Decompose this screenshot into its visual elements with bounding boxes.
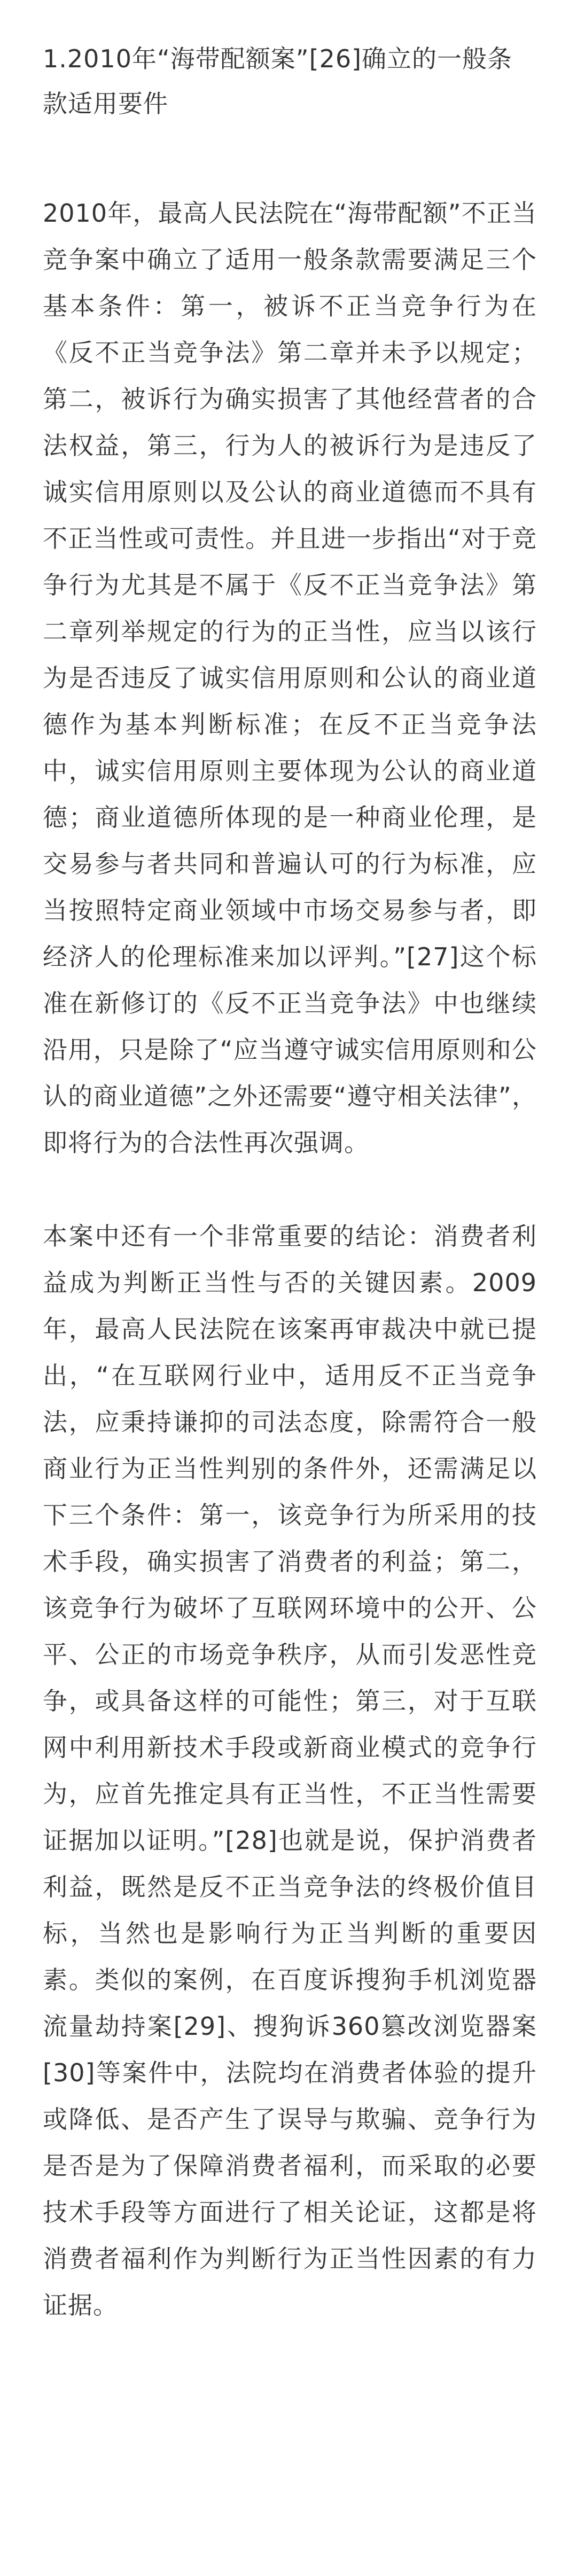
section-heading: 1.2010年“海带配额案”[26]确立的一般条款适用要件 [43, 44, 513, 118]
paragraph-consumer-interest: 本案中还有一个非常重要的结论：消费者利益成为判断正当性与否的关键因素。2009年，最高人民法院在该案再审裁决中就已提出，“在互联网行业中，适用反不正当竞争法，应秉持谦抑的司法态度，除需符合一般商业行为正当性判别的条件外，还需满足以下三个条件：第一，该竞争行为所采用的技术手段，确实损害了消费者的利益；第二，该竞争行为破坏了互联网环境中的公开、公平、公正的市场竞争秩序，从而引发恶性竞争，或具备这样的可能性；第三，对于互联网中利用新技术手段或新商业模式的竞争行为，应首先推定具有正当性，不正当性需要证据加以证明。”[28]也就是说，保护消费者利益，既然是反不正当竞争法的终极价值目标，当然也是影响行为正当判断的重要因素。类似的案例，在百度诉搜狗手机浏览器流量劫持案[29]、搜狗诉360篡改浏览器案[30]等案件中，法院均在消费者体验的提升或降低、是否产生了误导与欺骗、竞争行为是否是为了保障消费者福利，而采取的必要技术手段等方面进行了相关论证，这都是将消费者福利作为判断行为正当性因素的有力证据。 [43, 1222, 537, 2320]
paragraph-seaweed-quota-standard: 2010年，最高人民法院在“海带配额”不正当竞争案中确立了适用一般条款需要满足三个基本条件：第一，被诉不正当竞争行为在《反不正当竞争法》第二章并未予以规定；第二，被诉行为确实损害了其他经营者的合法权益，第三，行为人的被诉行为是违反了诚实信用原则以及公认的商业道德而不具有不正当性或可责性。并且进一步指出“对于竞争行为尤其是不属于《反不正当竞争法》第二章列举规定的行为的正当性，应当以该行为是否违反了诚实信用原则和公认的商业道德作为基本判断标准；在反不正当竞争法中，诚实信用原则主要体现为公认的商业道德；商业道德所体现的是一种商业伦理，是交易参与者共同和普遍认可的行为标准，应当按照特定商业领域中市场交易参与者，即经济人的伦理标准来加以评判。”[27]这个标准在新修订的《反不正当竞争法》中也继续沿用，只是除了“应当遵守诚实信用原则和公认的商业道德”之外还需要“遵守相关法律”，即将行为的合法性再次强调。 [43, 199, 537, 1157]
